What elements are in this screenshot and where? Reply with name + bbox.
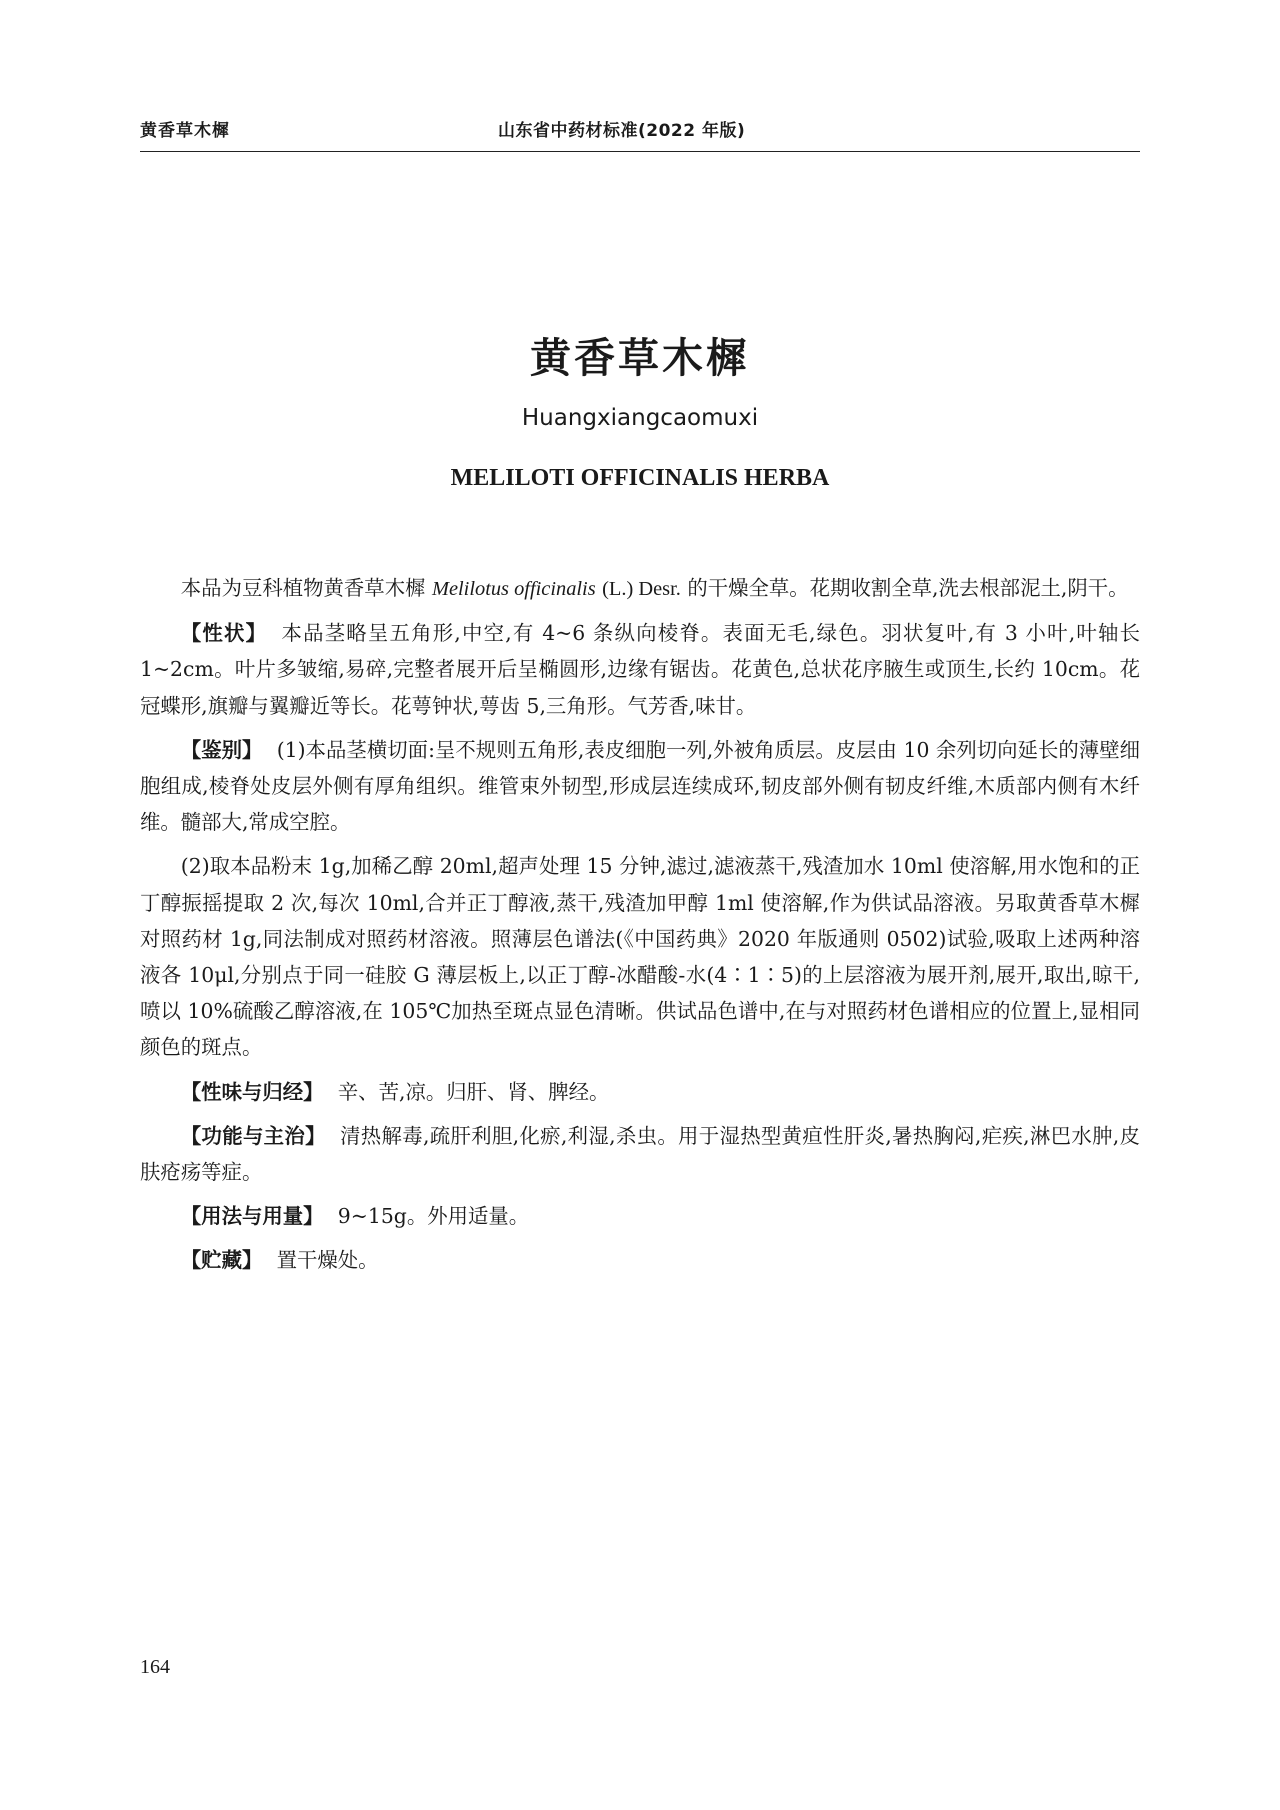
section-label-storage: 【贮藏】 bbox=[180, 1248, 263, 1273]
section-text-identification-2: (2)取本品粉末 1g,加稀乙醇 20ml,超声处理 15 分钟,滤过,滤液蒸干,残渣加水 10ml 使溶解,用水饱和的正丁醇振摇提取 2 次,每次 10ml,合并正丁醇液,蒸干,残渣加甲醇 1ml 使溶解,作为供试品溶液。另取黄香草木樨对照药材 1g,同法制成对照药材溶液。照薄层色谱法(《中国药典》2020 年版通则 0502)试验,吸取上述两种溶液各 10μl,分别点于同一硅胶 G 薄层板上,以正丁醇-冰醋酸-水(4∶1∶5)的上层溶液为展开剂,展开,取出,晾干,喷以 10%硫酸乙醇溶液,在 105℃加热至斑点显色清晰。供试品色谱中,在与对照药材色谱相应的位置上,显相同颜色的斑点。 bbox=[140, 854, 1140, 1060]
section-label-identification: 【鉴别】 bbox=[180, 737, 263, 762]
monograph-body bbox=[140, 570, 1140, 1287]
title-pinyin: Huangxiangcaomuxi bbox=[521, 405, 759, 431]
section-text-identification-1: (1)本品茎横切面:呈不规则五角形,表皮细胞一列,外被角质层。皮层由 10 余列切向延长的薄壁细胞组成,棱脊处皮层外侧有厚角组织。维管束外韧型,形成层连续成环,韧皮部外侧有韧皮纤维,木质部内侧有木纤维。髓部大,常成空腔。 bbox=[140, 737, 1140, 835]
section-label-property: 【性味与归经】 bbox=[180, 1079, 324, 1104]
intro-text-before: 本品为豆科植物黄香草木樨 bbox=[180, 576, 432, 600]
section-usage-dosage bbox=[140, 1198, 1140, 1234]
species-authority: (L.) Desr. bbox=[602, 578, 681, 600]
section-storage bbox=[140, 1242, 1140, 1278]
section-text-function: 清热解毒,疏肝利胆,化瘀,利湿,杀虫。用于湿热型黄疸性肝炎,暑热胸闷,疟疾,淋巴水肿,皮肤疮疡等症。 bbox=[140, 1123, 1140, 1185]
header-book-title: 山东省中药材标准(2022 年版) bbox=[498, 121, 746, 141]
section-property-meridian bbox=[140, 1074, 1140, 1110]
section-label-description: 【性状】 bbox=[180, 621, 268, 646]
page-number: 164 bbox=[140, 1656, 170, 1678]
section-function-indication bbox=[140, 1118, 1140, 1190]
page-title: 黄香草木樨 bbox=[530, 334, 750, 382]
header-rule bbox=[140, 151, 1140, 152]
section-text-description: 本品茎略呈五角形,中空,有 4~6 条纵向棱脊。表面无毛,绿色。羽状复叶,有 3 小叶,叶轴长 1~2cm。叶片多皱缩,易碎,完整者展开后呈椭圆形,边缘有锯齿。花黄色,总状花序腋生或顶生,长约 10cm。花冠蝶形,旗瓣与翼瓣近等长。花萼钟状,萼齿 5,三角形。气芳香,味甘。 bbox=[140, 621, 1141, 718]
section-text-storage: 置干燥处。 bbox=[276, 1248, 379, 1273]
running-header bbox=[140, 116, 1140, 152]
intro-text-after: 的干燥全草。花期收割全草,洗去根部泥土,阴干。 bbox=[680, 576, 1129, 600]
title-latin: MELILOTI OFFICINALIS HERBA bbox=[450, 465, 830, 491]
section-label-function: 【功能与主治】 bbox=[180, 1123, 326, 1148]
section-text-property: 辛、苦,凉。归肝、肾、脾经。 bbox=[337, 1079, 610, 1104]
section-identification-2 bbox=[140, 848, 1140, 1065]
species-name: Melilotus officinalis bbox=[431, 578, 596, 600]
section-identification-1 bbox=[140, 732, 1140, 841]
section-text-usage: 9~15g。外用适量。 bbox=[337, 1204, 530, 1229]
header-entry-name: 黄香草木樨 bbox=[140, 121, 230, 141]
intro-paragraph bbox=[140, 570, 1140, 607]
section-description bbox=[140, 615, 1140, 724]
section-label-usage: 【用法与用量】 bbox=[180, 1204, 324, 1229]
